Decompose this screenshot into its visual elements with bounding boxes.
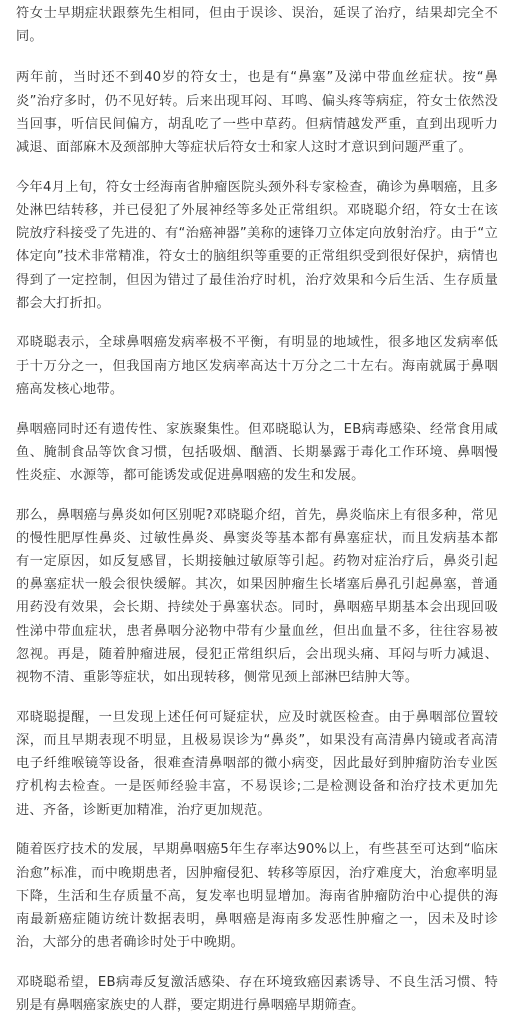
paragraph-7: 邓晓聪提醒，一旦发现上述任何可疑症状，应及时就医检查。由于鼻咽部位置较深，而且早期表现不明显，且极易误诊为“鼻炎”，如果没有高清鼻内镜或者高清电子纤维喉镜等设备，很难查清鼻咽部的微小病变，因此最好到肿瘤防治专业医疗机构去检查。一是医师经验丰富，不易误诊;二是检测设备和治疗技术更加先进、齐备，诊断更加精准，治疗更加规范。 <box>16 709 498 818</box>
paragraph-2: 两年前，当时还不到40岁的符女士，也是有“鼻塞”及涕中带血丝症状。按“鼻炎”治疗多时，仍不见好转。后来出现耳闷、耳鸣、偏头疼等病症，符女士依然没当回事，听信民间偏方，胡乱吃了一些中草药。但病情越发严重，直到出现听力减退、面部麻木及颈部肿大等症状后符女士和家人这时才意识到问题严重了。 <box>16 70 498 156</box>
paragraph-3: 今年4月上旬，符女士经海南省肿瘤医院头颈外科专家检查，确诊为鼻咽癌，且多处淋巴结转移，并已侵犯了外展神经等多处正常组织。邓晓聪介绍，符女士在该院放疗科接受了先进的、有“治癌神器”美称的速锋刀立体定向放射治疗。由于“立体定向”技术非常精准，符女士的脑组织等重要的正常组织受到很好保护，病情也得到了一定控制，但因为错过了最佳治疗时机，治疗效果和今后生活、生存质量都会大打折扣。 <box>16 179 498 311</box>
paragraph-1: 符女士早期症状跟蔡先生相同，但由于误诊、误治，延误了治疗，结果却完全不同。 <box>16 6 498 45</box>
paragraph-9: 邓晓聪希望，EB病毒反复激活感染、存在环境致癌因素诱导、不良生活习惯、特别是有鼻咽癌家族史的人群，要定期进行鼻咽癌早期筛查。 <box>16 974 498 1014</box>
paragraph-8: 随着医疗技术的发展，早期鼻咽癌5年生存率达90%以上，有些甚至可达到“临床治愈”标准，而中晚期患者，因肿瘤侵犯、转移等原因，治疗难度大，治愈率明显下降，生活和生存质量不高，复发率也明显增加。海南省肿瘤防治中心提供的海南最新癌症随访统计数据表明，鼻咽癌是海南多发恶性肿瘤之一，因未及时诊治，大部分的患者确诊时处于中晚期。 <box>16 842 498 951</box>
paragraph-6: 那么，鼻咽癌与鼻炎如何区别呢?邓晓聪介绍，首先，鼻炎临床上有很多种，常见的慢性肥厚性鼻炎、过敏性鼻炎、鼻窦炎等基本都有鼻塞症状，而且发病基本都有一定原因，如反复感冒，长期接触过敏原等引起。药物对症治疗后，鼻炎引起的鼻塞症状一般会很快缓解。其次，如果因肿瘤生长堵塞后鼻孔引起鼻塞，普通用药没有效果，会长期、持续处于鼻塞状态。同时，鼻咽癌早期基本会出现回吸性涕中带血症状，患者鼻咽分泌物中带有少量血丝，但出血量不多，往往容易被忽视。再是，随着肿瘤进展，侵犯正常组织后，会出现头痛、耳闷与听力减退、视物不清、重影等症状，如出现转移，侧常见颈上部淋巴结肿大等。 <box>16 507 498 686</box>
paragraph-5: 鼻咽癌同时还有遗传性、家族聚集性。但邓晓聪认为，EB病毒感染、经常食用咸鱼、腌制食品等饮食习惯，包括吸烟、酗酒、长期暴露于毒化工作环境、鼻咽慢性炎症、水源等，都可能诱发或促进鼻咽癌的发生和发展。 <box>16 421 498 483</box>
paragraph-4: 邓晓聪表示，全球鼻咽癌发病率极不平衡，有明显的地域性，很多地区发病率低于十万分之一，但我国南方地区发病率高达十万分之二十左右。海南就属于鼻咽癌高发核心地带。 <box>16 335 498 397</box>
